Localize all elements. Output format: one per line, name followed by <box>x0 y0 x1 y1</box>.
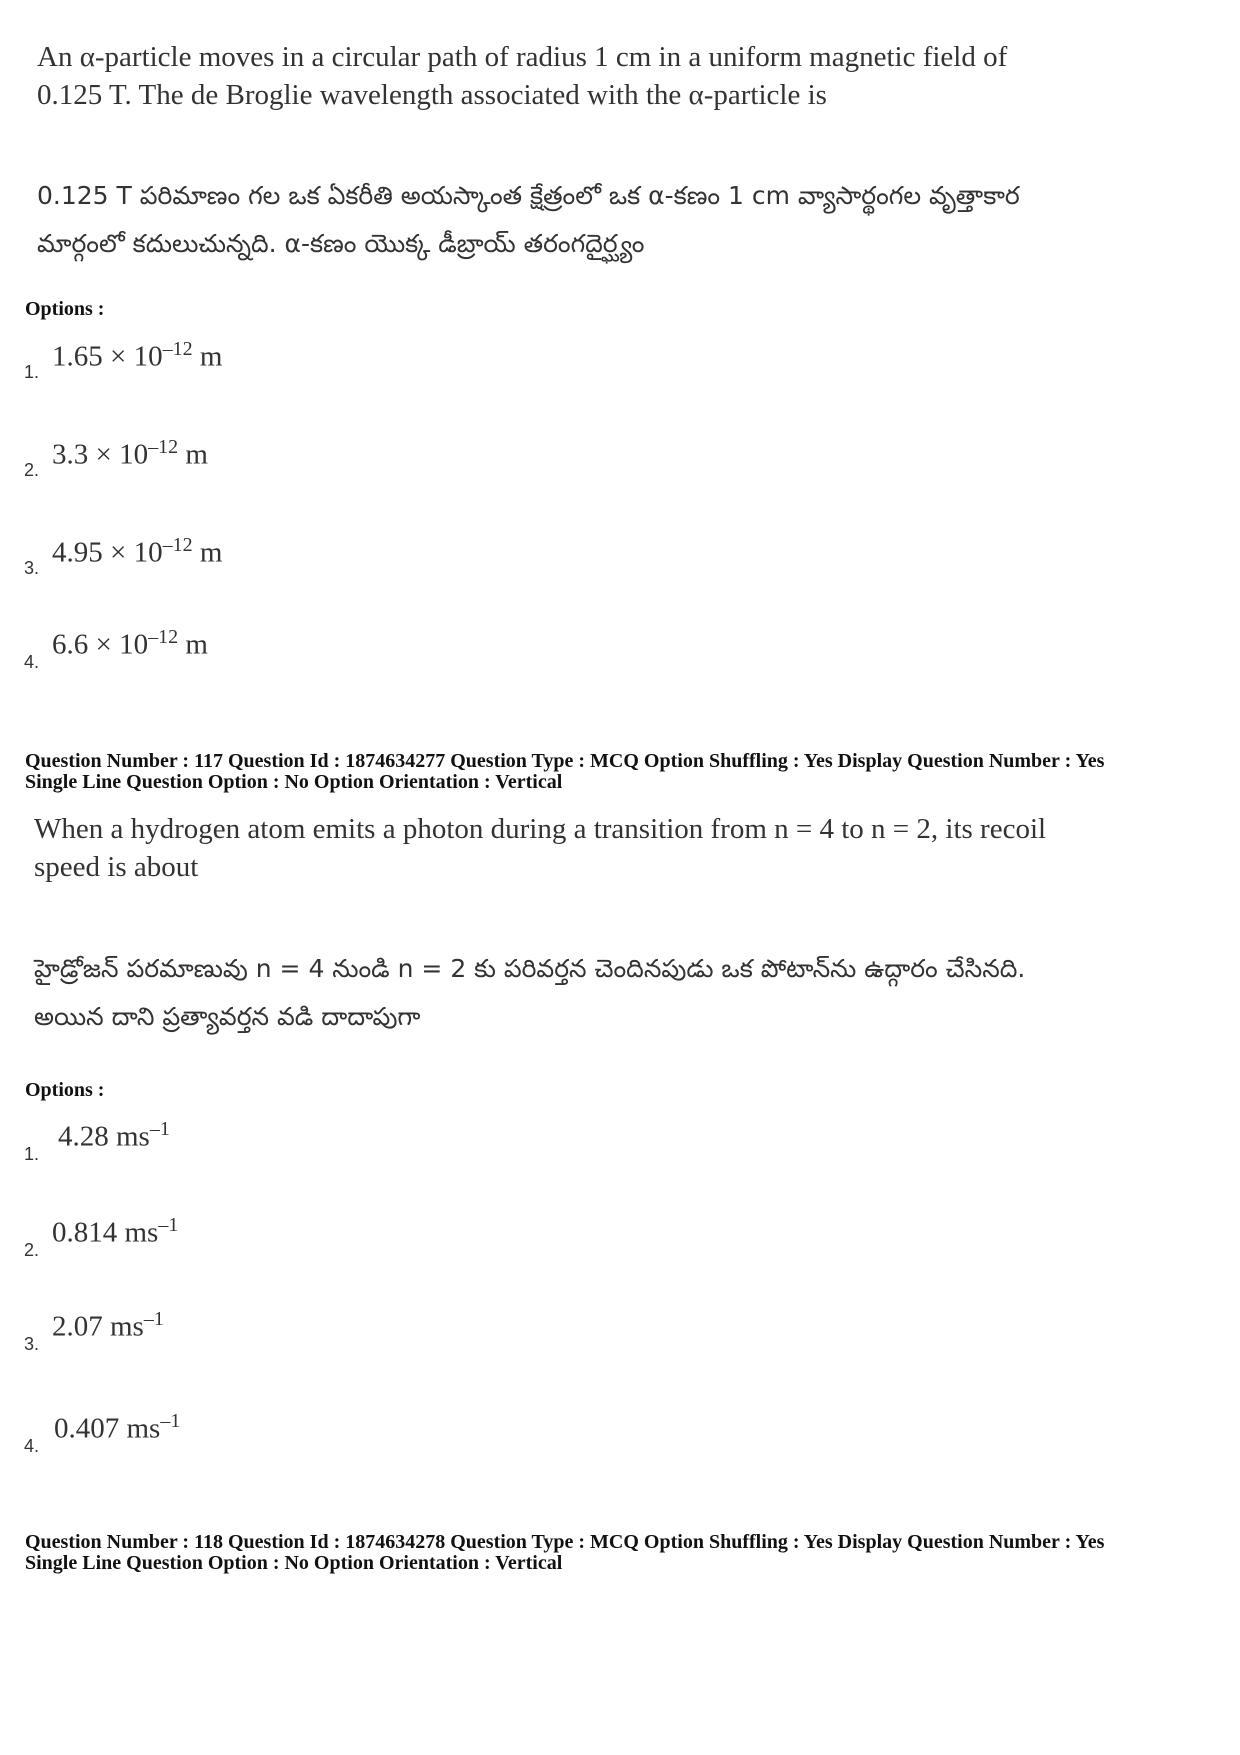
q116-options-label: Options : <box>25 298 105 320</box>
q116-option-1-number: 1. <box>24 362 40 382</box>
q117-options-label: Options : <box>25 1079 105 1101</box>
q117-option-1-mantissa: 4.28 ms <box>58 1120 150 1153</box>
q116-question-english-line1: An α-particle moves in a circular path of radius 1 cm in a uniform magnetic field of <box>37 41 1008 73</box>
q116-option-4-mantissa: 6.6 × 10 <box>52 628 149 661</box>
q118-metadata <box>25 1532 1104 1574</box>
q116-option-3-value <box>52 534 222 570</box>
q116-option-3-mantissa: 4.95 × 10 <box>52 536 163 569</box>
q116-option-3-exponent: –12 <box>162 534 193 556</box>
q117-option-3-mantissa: 2.07 ms <box>52 1310 144 1343</box>
q118-metadata-line2: Single Line Question Option : No Option Orientation : Vertical <box>25 1552 563 1574</box>
q117-question-english <box>34 810 1046 886</box>
q117-question-telugu <box>34 945 1025 1041</box>
q117-option-4-value <box>54 1410 180 1446</box>
q116-option-1-unit: m <box>192 340 223 373</box>
q117-option-3-value <box>52 1308 164 1344</box>
q117-option-2-mantissa: 0.814 ms <box>52 1216 159 1249</box>
q117-question-english-line1: When a hydrogen atom emits a photon during a transition from n = 4 to n = 2, its recoil <box>34 813 1047 845</box>
q117-metadata-line2: Single Line Question Option : No Option Orientation : Vertical <box>25 771 563 793</box>
q116-option-4-exponent: –12 <box>148 626 179 648</box>
q117-metadata <box>25 751 1104 793</box>
q117-option-3-exponent: –1 <box>143 1308 164 1330</box>
q117-option-4-exponent: –1 <box>160 1410 181 1432</box>
q116-question-english <box>37 38 1007 114</box>
q116-option-4-value <box>52 626 208 662</box>
q116-question-telugu <box>37 172 1020 268</box>
q117-question-telugu-line2: అయిన దాని ప్రత్యావర్తన వడి దాదాపుగా <box>34 1002 421 1031</box>
q116-option-4[interactable] <box>0 620 700 680</box>
q116-option-2-number: 2. <box>24 460 40 480</box>
q117-option-2-number: 2. <box>24 1240 40 1260</box>
q117-option-3-number: 3. <box>24 1334 40 1354</box>
q116-option-3[interactable] <box>0 528 700 588</box>
q117-option-3[interactable] <box>0 1302 700 1362</box>
q116-question-telugu-line1: 0.125 T పరిమాణం గల ఒక ఏకరీతి అయస్కాంత క్షేత్రంలో ఒక α-కణం 1 cm వ్యాసార్థంగల వృత్తాకార <box>37 181 1020 210</box>
q116-option-2-value <box>52 436 208 472</box>
q116-option-1-exponent: –12 <box>162 338 193 360</box>
q117-option-1-exponent: –1 <box>149 1118 170 1140</box>
q116-option-4-number: 4. <box>24 652 40 672</box>
q116-question-english-line2: 0.125 T. The de Broglie wavelength associated with the α-particle is <box>37 79 827 111</box>
q116-option-1[interactable] <box>0 330 700 390</box>
q117-question-telugu-line1: హైడ్రోజన్ పరమాణువు n = 4 నుండి n = 2 కు పరివర్తన చెందినపుడు ఒక పోటాన్‌ను ఉద్గారం చేసినది. <box>34 954 1026 983</box>
q117-option-2-value <box>52 1214 178 1250</box>
q116-question-telugu-line2: మార్గంలో కదులుచున్నది. α-కణం యొక్క డీబ్రాయ్ తరంగదైర్ఘ్యం <box>37 229 645 258</box>
q117-option-1-value <box>58 1118 170 1154</box>
q117-option-1[interactable] <box>0 1110 700 1170</box>
q116-option-4-unit: m <box>178 628 208 661</box>
q117-question-english-line2: speed is about <box>34 851 199 883</box>
q116-option-2-mantissa: 3.3 × 10 <box>52 438 149 471</box>
q117-option-4-number: 4. <box>24 1436 40 1456</box>
q117-option-2-exponent: –1 <box>158 1214 179 1236</box>
q117-option-4-mantissa: 0.407 ms <box>54 1412 161 1445</box>
q116-option-3-unit: m <box>192 536 223 569</box>
q116-option-2-unit: m <box>178 438 208 471</box>
q117-option-2[interactable] <box>0 1206 700 1266</box>
q116-option-2-exponent: –12 <box>148 436 179 458</box>
q116-option-2[interactable] <box>0 428 700 488</box>
q116-option-3-number: 3. <box>24 558 40 578</box>
q117-option-4[interactable] <box>0 1402 700 1462</box>
q116-option-1-value <box>52 338 222 374</box>
q117-metadata-line1: Question Number : 117 Question Id : 1874634277 Question Type : MCQ Option Shuffling : Yes Display Question Number : Yes <box>25 750 1105 772</box>
q117-option-1-number: 1. <box>24 1144 40 1164</box>
q116-option-1-mantissa: 1.65 × 10 <box>52 340 163 373</box>
q118-metadata-line1: Question Number : 118 Question Id : 1874634278 Question Type : MCQ Option Shuffling : Yes Display Question Number : Yes <box>25 1531 1105 1553</box>
